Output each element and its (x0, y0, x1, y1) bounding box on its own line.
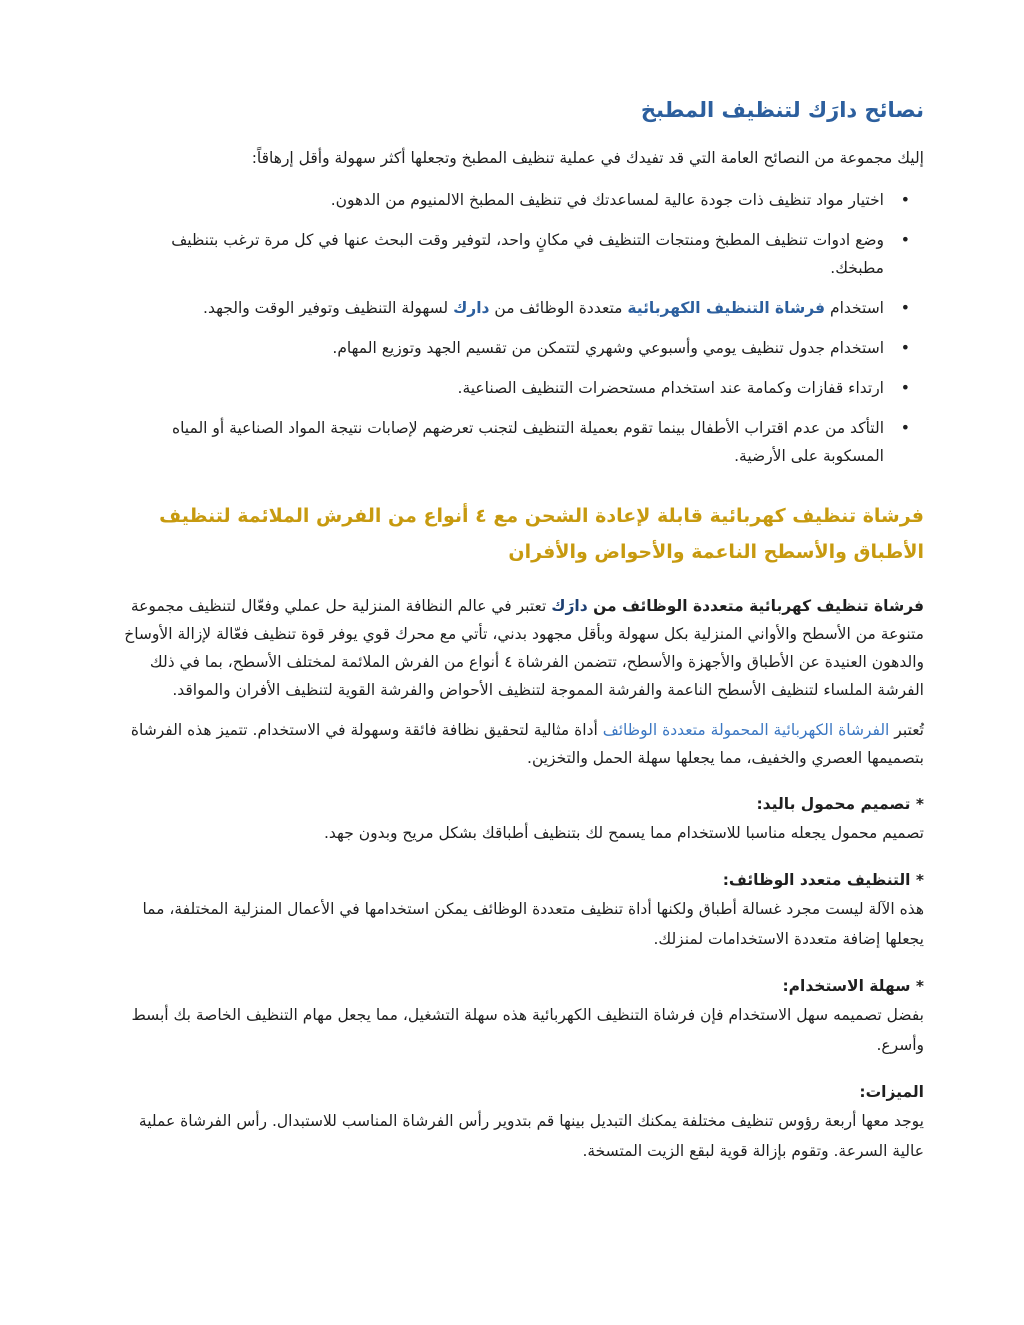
feature-title: * التنظيف متعدد الوظائف: (722, 871, 924, 889)
product-intro-paragraph: تُعتبر الفرشاة الكهربائية المحمولة متعددة الوظائف أداة مثالية لتحقيق نظافة فائقة وسهولة في الاستخدام. تتميز هذه الفرشاة بتصميمها العصري والخفيف، مما يجعلها سهلة الحمل والتخزين. (130, 721, 924, 767)
article-content (118, 92, 924, 1166)
list-item: • استخدام فرشاة التنظيف الكهربائية متعددة الوظائف من دارك لسهولة التنظيف وتوفير الوقت والجهد. (118, 294, 884, 322)
list-item: • استخدام جدول تنظيف يومي وأسبوعي وشهري لتتمكن من تقسيم الجهد وتوزيع المهام. (118, 334, 884, 362)
list-item: • وضع ادوات تنظيف المطبخ ومنتجات التنظيف في مكانٍ واحد، لتوفير وقت البحث عنها في كل مرة ترغب بتنظيف مطبخك. (118, 226, 884, 282)
list-item: • ارتداء قفازات وكمامة عند استخدام مستحضرات التنظيف الصناعية. (118, 374, 884, 402)
list-item: • اختيار مواد تنظيف ذات جودة عالية لمساعدتك في تنظيف المطبخ الالمنيوم من الدهون. (118, 186, 884, 214)
product-description: فرشاة تنظيف كهربائية متعددة الوظائف من دارَك تعتبر في عالم النظافة المنزلية حل عملي وفعّال لتنظيف مجموعة متنوعة من الأسطح والأواني المنزلية بكل سهولة وبأقل مجهود بدني، تأتي مع محرك قوي يوفر قوة تنظيف فعّالة لإزالة الأوساخ والدهون العنيدة عن الأطباق والأجهزة والأسطح، تتضمن الفرشاة ٤ أنواع من الفرش الملائمة لمختلف الأسطح، بما في ذلك الفرشة الملساء لتنظيف الأسطح الناعمة والفرشة المموجة لتنظيف الأحواض والفرشة القوية لتنظيف الأفران والمواقد. (124, 597, 924, 699)
feature-text: بفضل تصميمه سهل الاستخدام فإن فرشاة التنظيف الكهربائية هذه سهلة التشغيل، مما يجعل مهام التنظيف الخاصة بك أبسط وأسرع. (131, 1006, 924, 1054)
list-item: • التأكد من عدم اقتراب الأطفال بينما تقوم بعميلة التنظيف لتجنب تعرضهم لإصابات نتيجة المواد الصناعية أو المياه المسكوبة على الأرضية. (118, 414, 884, 470)
feature-title: الميزات: (859, 1083, 924, 1101)
tips-list (118, 186, 924, 470)
brand-name: دارك (453, 299, 490, 317)
product-link[interactable]: الفرشاة الكهربائية المحمولة متعددة الوظائف (602, 721, 890, 739)
feature-title: * تصميم محمول باليد: (756, 795, 924, 813)
feature-block (118, 972, 924, 1060)
feature-text: تصميم محمول يجعله مناسبا للاستخدام مما يسمح لك بتنظيف أطباقك بشكل مريح وبدون جهد. (323, 824, 924, 842)
feature-block (118, 1078, 924, 1166)
feature-text: يوجد معها أربعة رؤوس تنظيف مختلفة يمكنك التبديل بينها قم بتدوير رأس الفرشاة المناسب للاستبدال. رأس الفرشاة عملية عالية السرعة. وتقوم بإزالة قوية لبقع الزيت المتسخة. (138, 1112, 924, 1160)
brush-product-link[interactable]: فرشاة التنظيف الكهربائية (627, 299, 826, 317)
section-heading: فرشاة تنظيف كهربائية قابلة لإعادة الشحن مع ٤ أنواع من الفرش الملائمة لتنظيف الأطباق والأسطح الناعمة والأحواض والأفران (159, 505, 924, 563)
feature-title: * سهلة الاستخدام: (782, 977, 924, 995)
page-title: نصائح دارَك لتنظيف المطبخ (640, 98, 924, 122)
intro-paragraph: إليك مجموعة من النصائح العامة التي قد تفيدك في عملية تنظيف المطبخ وتجعلها أكثر سهولة وأقل إرهاقاً: (251, 149, 924, 167)
feature-text: هذه الآلة ليست مجرد غسالة أطباق ولكنها أداة تنظيف متعددة الوظائف يمكن استخدامها في الأعمال المنزلية المختلفة، مما يجعلها إضافة متعددة الاستخدامات لمنزلك. (142, 900, 924, 948)
brand-name: دارَك (551, 597, 588, 615)
feature-block (118, 790, 924, 848)
feature-block (118, 866, 924, 954)
